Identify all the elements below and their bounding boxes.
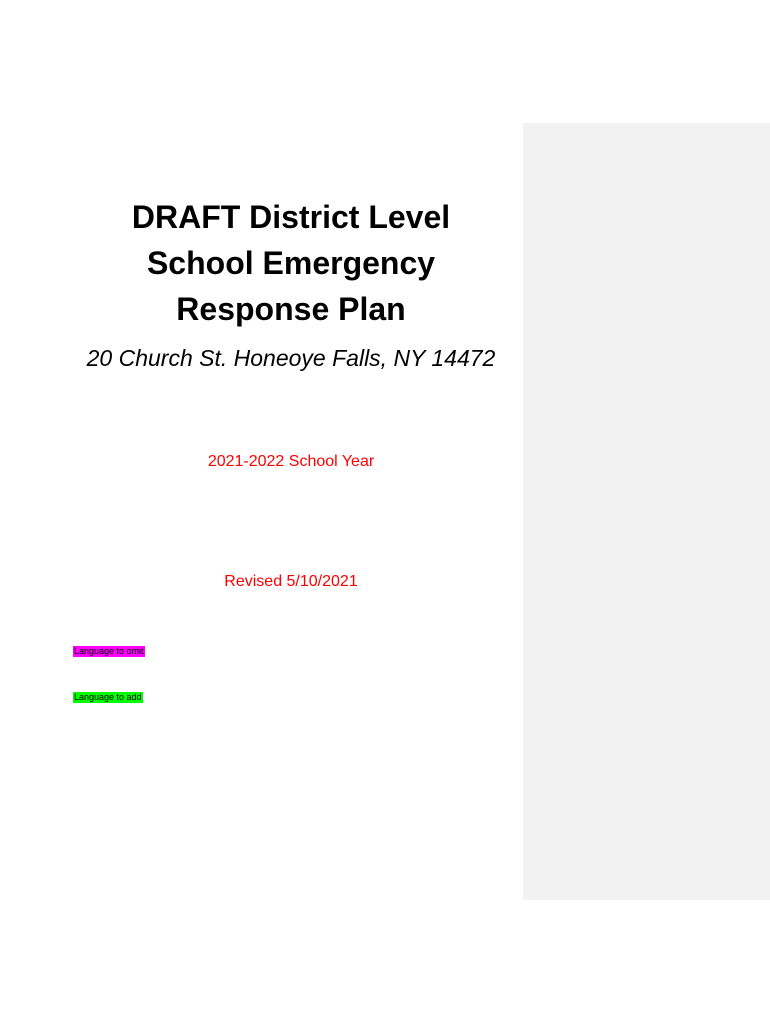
title-line-3: Response Plan bbox=[176, 291, 406, 327]
title-line-2: School Emergency bbox=[146, 245, 436, 281]
comment-pane bbox=[523, 123, 770, 900]
title-line-1: DRAFT District Level bbox=[131, 199, 451, 235]
legend-language-to-omit: Language to omit bbox=[74, 646, 144, 656]
revision-date: Revised 5/10/2021 bbox=[224, 573, 358, 590]
document-title bbox=[60, 194, 522, 332]
school-address: 20 Church St. Honeoye Falls, NY 14472 bbox=[86, 345, 496, 371]
school-year: 2021-2022 School Year bbox=[207, 453, 375, 470]
legend-language-to-add: Language to add bbox=[74, 692, 142, 702]
